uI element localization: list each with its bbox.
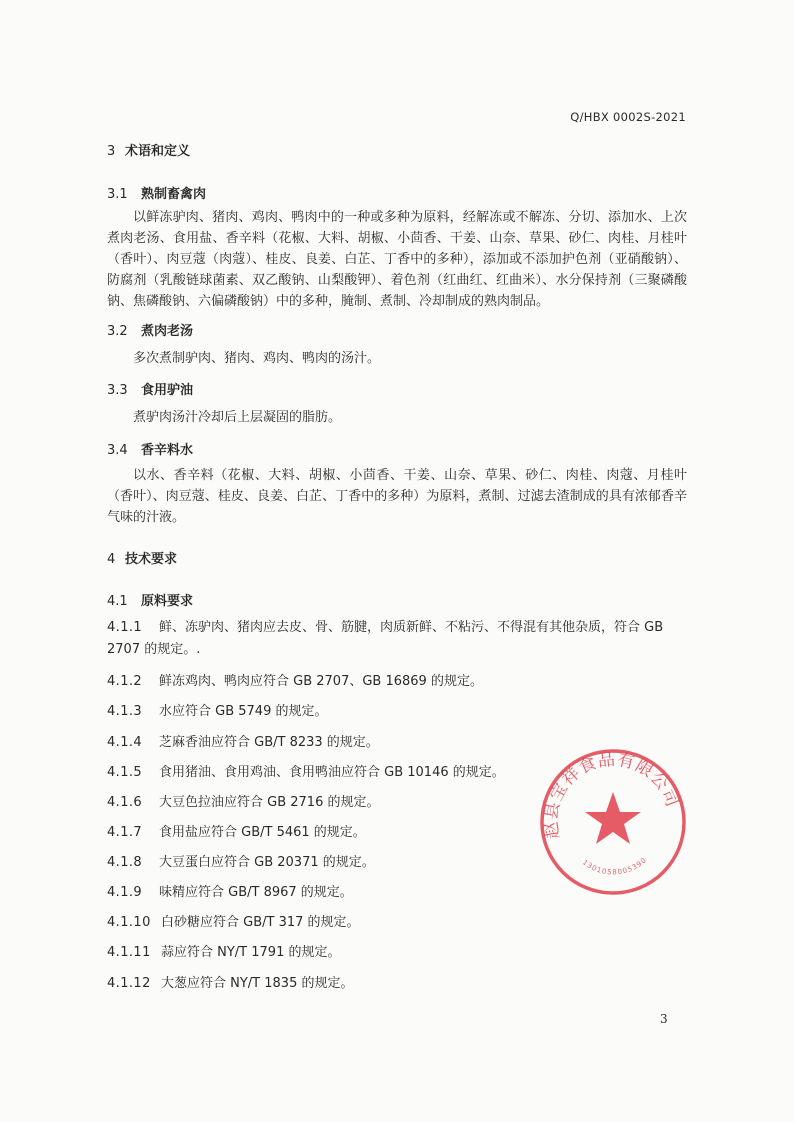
item-number: 4.1.4 [107,735,143,750]
item-text: 食用猪油、食用鸡油、食用鸭油应符合 GB 10146 的规定。 [159,765,505,780]
item-text: 白砂糖应符合 GB/T 317 的规定。 [161,915,360,930]
clause-title: 原料要求 [141,594,194,609]
item-number: 4.1.6 [107,795,143,810]
clause-number: 3.1 [107,187,128,202]
requirement-item [107,670,483,689]
requirement-item [107,881,353,900]
item-text: 蒜应符合 NY/T 1791 的规定。 [161,945,341,960]
requirement-item [107,972,353,991]
star-icon [585,792,641,844]
seal-text: 赵县宝祥食品有限公司 [541,749,683,841]
clause-title: 煮肉老汤 [141,324,194,339]
requirement-item [107,911,360,930]
requirement-item [107,731,379,750]
section-number: 4 [107,552,116,567]
item-number: 4.1.10 [107,915,151,930]
item-text: 大葱应符合 NY/T 1835 的规定。 [161,976,354,991]
requirement-item [107,617,687,661]
item-text: 鲜冻鸡肉、鸭肉应符合 GB 2707、GB 16869 的规定。 [159,674,483,689]
item-number: 4.1.7 [107,825,143,840]
standard-code: Q/HBX 0002S-2021 [570,110,686,124]
item-number: 4.1.12 [107,976,151,991]
item-number: 4.1.8 [107,855,143,870]
item-text: 水应符合 GB 5749 的规定。 [159,704,328,719]
clause-4-1-heading [107,590,193,609]
clause-number: 3.4 [107,443,128,458]
clause-3-1-heading [107,183,206,202]
requirement-item [107,851,375,870]
requirement-item [107,761,505,780]
section-4-heading [107,548,177,567]
item-number: 4.1.2 [107,674,143,689]
section-3-heading [107,140,190,159]
section-number: 3 [107,144,116,159]
item-text: 芝麻香油应符合 GB/T 8233 的规定。 [159,735,379,750]
clause-3-4-text: 以水、香辛料（花椒、大料、胡椒、小茴香、干姜、山奈、草果、砂仁、肉桂、肉蔻、月桂叶（香叶）、肉豆蔻、桂皮、良姜、白芷、丁香中的多种）为原料，煮制、过滤去渣制成的具有浓郁香辛气味的汁液。 [107,468,687,525]
page-number: 3 [660,1012,668,1026]
item-number: 4.1.3 [107,704,143,719]
requirement-item [107,941,340,960]
item-text: 大豆蛋白应符合 GB 20371 的规定。 [159,855,375,870]
clause-number: 3.2 [107,324,128,339]
clause-title: 食用驴油 [141,383,194,398]
clause-title: 熟制畜禽肉 [141,187,207,202]
item-text: 味精应符合 GB/T 8967 的规定。 [159,885,353,900]
requirement-item [107,700,327,719]
item-text: 大豆色拉油应符合 GB 2716 的规定。 [159,795,380,810]
clause-3-4-heading [107,439,193,458]
seal-code: 1301058005390 [580,855,649,877]
clause-3-2-text: 多次煮制驴肉、猪肉、鸡肉、鸭肉的汤汁。 [133,351,381,366]
clause-number: 4.1 [107,594,128,609]
section-title: 技术要求 [125,552,178,567]
clause-3-1-text: 以鲜冻驴肉、猪肉、鸡肉、鸭肉中的一种或多种为原料，经解冻或不解冻、分切、添加水、上次煮肉老汤、食用盐、香辛料（花椒、大料、胡椒、小茴香、干姜、山奈、草果、砂仁、肉桂、月桂叶（香叶）、肉豆蔻（肉蔻）、桂皮、良姜、白芷、丁香中的多种），添加或不添加护色剂（亚硝酸钠）、防腐剂（乳酸链球菌素、双乙酸钠、山梨酸钾）、着色剂（红曲红、红曲米）、水分保持剂（三聚磷酸钠、焦磷酸钠、六偏磷酸钠）中的多种，腌制、煮制、冷却制成的熟肉制品。 [107,210,687,309]
item-number: 4.1.1 [107,620,143,635]
clause-3-3-heading [107,379,193,398]
requirement-item [107,791,379,810]
requirement-item [107,821,366,840]
section-title: 术语和定义 [125,144,191,159]
item-number: 4.1.5 [107,765,143,780]
item-text: 鲜、冻驴肉、猪肉应去皮、骨、筋腱，肉质新鲜、不粘污、不得混有其他杂质，符合 GB 2707 的规定。. [107,620,664,657]
clause-number: 3.3 [107,383,128,398]
item-text: 食用盐应符合 GB/T 5461 的规定。 [159,825,366,840]
svg-text:1301058005390 [581,856,649,877]
clause-3-2-heading [107,320,193,339]
clause-title: 香辛料水 [141,443,194,458]
item-number: 4.1.11 [107,945,151,960]
clause-3-3-text: 煮驴肉汤汁冷却后上层凝固的脂肪。 [133,410,342,425]
company-seal [537,746,689,898]
item-number: 4.1.9 [107,885,143,900]
